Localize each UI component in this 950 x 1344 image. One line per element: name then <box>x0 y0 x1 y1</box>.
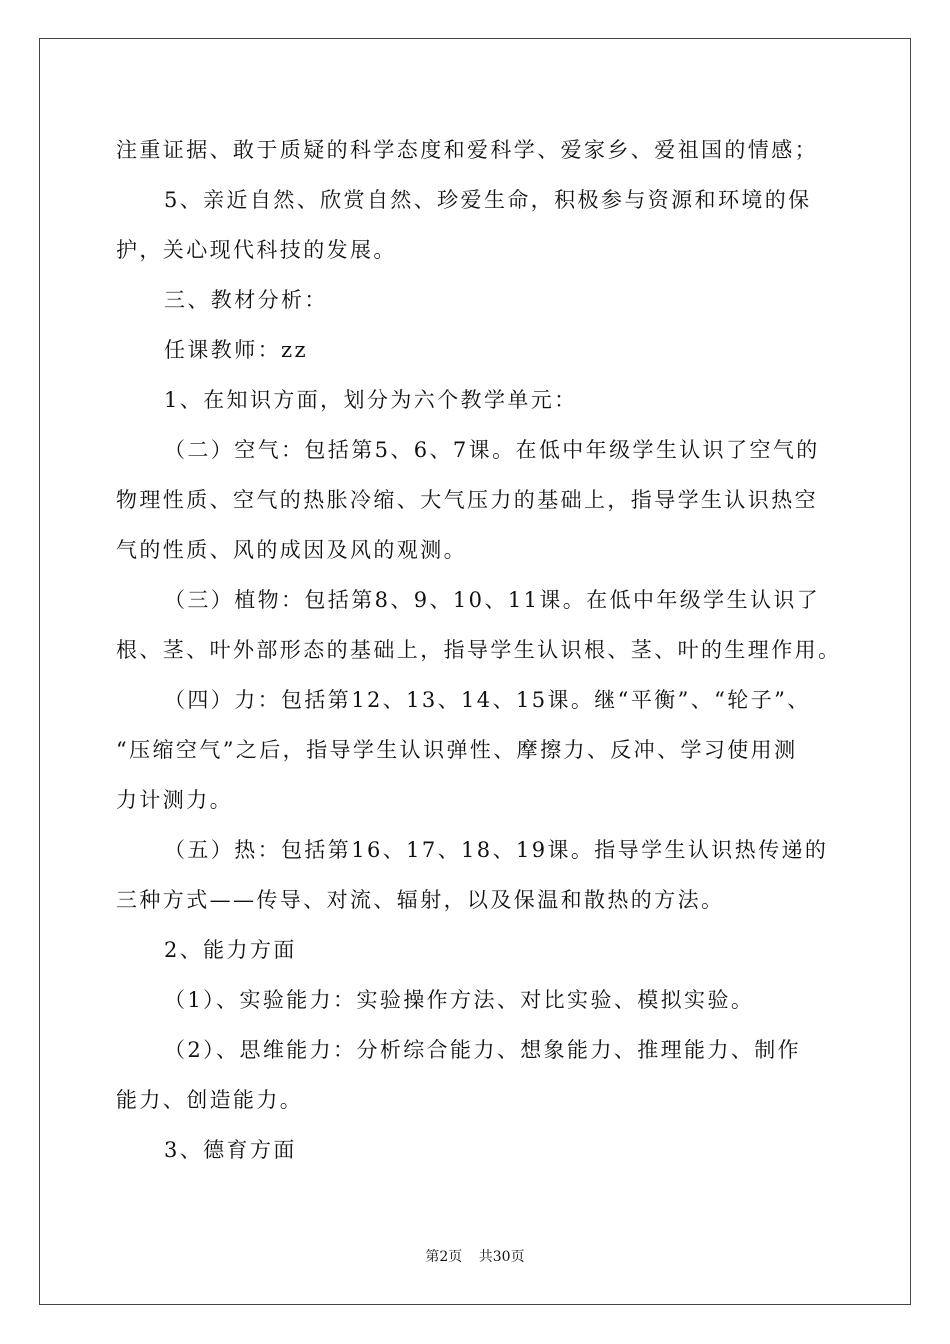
text-line: （2）、思维能力：分析综合能力、想象能力、推理能力、制作 <box>164 1038 802 1062</box>
text-line: （三）植物：包括第8、9、10、11课。在低中年级学生认识了 <box>164 588 821 612</box>
section-heading: 三、教材分析： <box>164 288 328 312</box>
text-line: 1、在知识方面，划分为六个教学单元： <box>164 388 578 412</box>
text-line: 能力、创造能力。 <box>116 1088 304 1112</box>
page-number: 第2页 <box>425 1249 463 1265</box>
page-footer <box>0 1247 950 1267</box>
text-line: （1）、实验能力：实验操作方法、对比实验、模拟实验。 <box>164 988 755 1012</box>
text-line: 注重证据、敢于质疑的科学态度和爱科学、爱家乡、爱祖国的情感； <box>116 138 818 162</box>
text-line: “压缩空气”之后，指导学生认识弹性、摩擦力、反冲、学习使用测 <box>116 738 798 762</box>
text-line: 三种方式——传导、对流、辐射，以及保温和散热的方法。 <box>116 888 725 912</box>
text-line: 物理性质、空气的热胀冷缩、大气压力的基础上，指导学生认识热空 <box>116 488 818 512</box>
text-line: 气的性质、风的成因及风的观测。 <box>116 538 467 562</box>
document-body <box>116 125 842 1175</box>
text-line: （四）力：包括第12、13、14、15课。继“平衡”、“轮子”、 <box>164 688 811 712</box>
text-line: 力计测力。 <box>116 788 233 812</box>
text-line: （二）空气：包括第5、6、7课。在低中年级学生认识了空气的 <box>164 438 820 462</box>
page-total: 共30页 <box>478 1249 525 1265</box>
text-line: 2、能力方面 <box>164 938 297 962</box>
text-line: 护，关心现代科技的发展。 <box>116 238 397 262</box>
text-line: 3、德育方面 <box>164 1138 297 1162</box>
text-line: 任课教师：zz <box>164 338 308 362</box>
text-line: （五）热：包括第16、17、18、19课。指导学生认识热传递的 <box>164 838 829 862</box>
text-line: 根、茎、叶外部形态的基础上，指导学生认识根、茎、叶的生理作用。 <box>116 638 842 662</box>
text-line: 5、亲近自然、欣赏自然、珍爱生命，积极参与资源和环境的保 <box>164 188 812 212</box>
